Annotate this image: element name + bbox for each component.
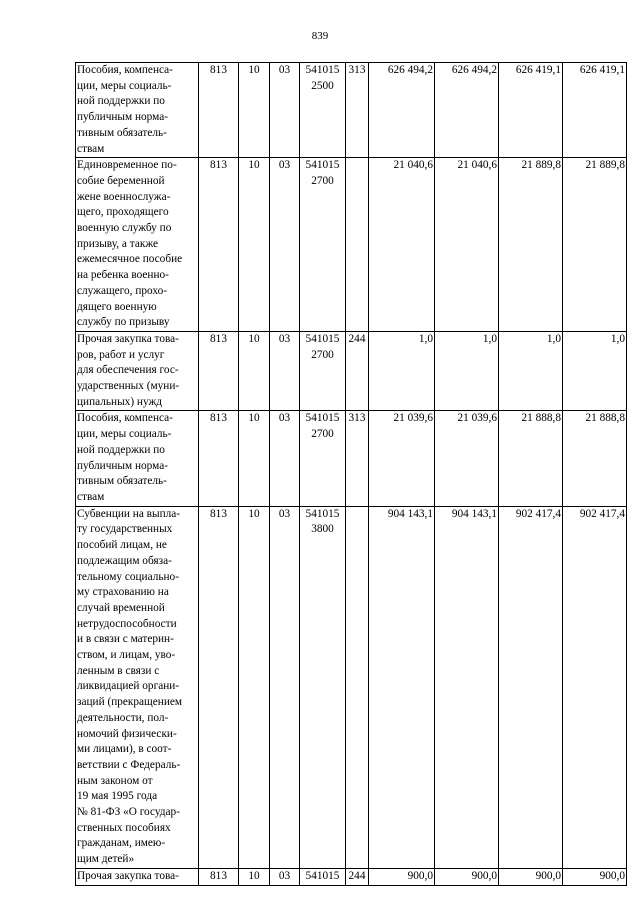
target-article-cell — [300, 158, 346, 332]
amount-cell: 21 039,6 — [435, 411, 499, 506]
amount-cell: 21 889,8 — [499, 158, 563, 332]
row-name-line: собие беременной — [77, 174, 165, 187]
subsection-cell: 03 — [270, 63, 300, 158]
expense-type-cell: 313 — [346, 411, 369, 506]
row-name-line: ствам — [77, 142, 105, 155]
row-name-line: Прочая закупка това- — [77, 869, 179, 882]
row-name-line: тельному социально- — [77, 570, 179, 583]
subsection-cell: 03 — [270, 158, 300, 332]
row-name-line: ции, меры социаль- — [77, 428, 172, 441]
amount-cell: 626 494,2 — [369, 63, 435, 158]
amount-cell: 1,0 — [435, 331, 499, 411]
row-name-line: ту государственных — [77, 523, 173, 536]
table-row — [76, 506, 627, 868]
amount-cell: 1,0 — [369, 331, 435, 411]
subsection-cell: 03 — [270, 411, 300, 506]
subsection-cell: 03 — [270, 331, 300, 411]
row-name-line: Прочая закупка това- — [77, 332, 179, 345]
amount-cell: 21 040,6 — [369, 158, 435, 332]
row-name-line: Субвенции на выпла- — [77, 507, 181, 520]
row-name-line: пособий лицам, не — [77, 539, 167, 552]
row-name-line: призыву, а также — [77, 237, 158, 250]
row-name-line: военную службу по — [77, 222, 172, 235]
row-name-line: Пособия, компенса- — [77, 412, 173, 425]
amount-cell: 21 889,8 — [563, 158, 627, 332]
row-name-cell — [76, 868, 199, 885]
row-name-line: ствам — [77, 490, 105, 503]
row-name-line: ударственных (муни- — [77, 380, 180, 393]
table-row — [76, 63, 627, 158]
section-cell: 10 — [239, 868, 270, 885]
target-article-part: 2700 — [311, 428, 334, 441]
amount-cell: 904 143,1 — [369, 506, 435, 868]
row-name-line: публичным норма- — [77, 111, 169, 124]
row-name-line: ции, меры социаль- — [77, 79, 172, 92]
row-name-line: ми лицами), в соот- — [77, 743, 172, 756]
target-article-cell — [300, 63, 346, 158]
target-article-cell — [300, 506, 346, 868]
amount-cell: 21 888,8 — [499, 411, 563, 506]
target-article-part: 541015 — [305, 64, 340, 76]
row-name-line: ной поддержки по — [77, 443, 165, 456]
row-name-line: тивным обязатель- — [77, 126, 167, 139]
section-cell: 10 — [239, 331, 270, 411]
row-name-cell — [76, 506, 199, 868]
amount-cell: 1,0 — [499, 331, 563, 411]
ministry-code-cell: 813 — [199, 63, 239, 158]
row-name-line: ров, работ и услуг — [77, 348, 165, 361]
row-name-line: дящего военную — [77, 300, 157, 313]
amount-cell: 900,0 — [563, 868, 627, 885]
expense-type-cell: 313 — [346, 63, 369, 158]
target-article-cell — [300, 868, 346, 885]
target-article-part: 541015 — [305, 412, 340, 425]
expense-type-cell — [346, 158, 369, 332]
target-article-part: 541015 — [305, 159, 340, 172]
row-name-line: ством, и лицам, уво- — [77, 649, 176, 662]
row-name-line: для обеспечения гос- — [77, 364, 179, 377]
amount-cell: 21 888,8 — [563, 411, 627, 506]
row-name-line: гражданам, имею- — [77, 837, 166, 850]
row-name-line: Единовременное по- — [77, 159, 177, 172]
row-name-line: ежемесячное пособие — [77, 253, 183, 266]
row-name-line: ветствии с Федераль- — [77, 758, 181, 771]
row-name-cell — [76, 158, 199, 332]
amount-cell: 902 417,4 — [499, 506, 563, 868]
table-row — [76, 868, 627, 885]
row-name-line: жене военнослужа- — [77, 190, 171, 203]
row-name-line: щего, проходящего — [77, 206, 169, 219]
section-cell: 10 — [239, 63, 270, 158]
subsection-cell: 03 — [270, 506, 300, 868]
row-name-line: службу по призыву — [77, 316, 170, 329]
row-name-line: случай временной — [77, 601, 165, 614]
target-article-part: 2700 — [311, 348, 334, 361]
row-name-line: деятельности, пол- — [77, 711, 169, 724]
ministry-code-cell: 813 — [199, 506, 239, 868]
row-name-line: тивным обязатель- — [77, 475, 167, 488]
row-name-cell — [76, 411, 199, 506]
amount-cell: 900,0 — [369, 868, 435, 885]
row-name-line: ственных пособиях — [77, 821, 171, 834]
amount-cell: 900,0 — [435, 868, 499, 885]
budget-table-body — [76, 63, 627, 886]
row-name-line: ципальных) нужд — [77, 395, 163, 408]
row-name-line: публичным норма- — [77, 459, 169, 472]
amount-cell: 900,0 — [499, 868, 563, 885]
section-cell: 10 — [239, 506, 270, 868]
ministry-code-cell: 813 — [199, 331, 239, 411]
target-article-part: 541015 — [305, 332, 340, 345]
table-row — [76, 158, 627, 332]
ministry-code-cell: 813 — [199, 158, 239, 332]
target-article-part: 3800 — [311, 523, 334, 536]
ministry-code-cell: 813 — [199, 411, 239, 506]
section-cell: 10 — [239, 158, 270, 332]
row-name-line: щим детей» — [77, 853, 135, 866]
row-name-line: 19 мая 1995 года — [77, 790, 158, 803]
row-name-line: № 81-ФЗ «О государ- — [77, 806, 180, 819]
row-name-line: му страхованию на — [77, 586, 169, 599]
amount-cell: 902 417,4 — [563, 506, 627, 868]
ministry-code-cell: 813 — [199, 868, 239, 885]
row-name-cell — [76, 331, 199, 411]
row-name-line: ной поддержки по — [77, 95, 165, 108]
budget-table — [75, 62, 627, 886]
target-article-part: 541015 — [305, 507, 340, 520]
table-row — [76, 331, 627, 411]
page-number: 839 — [311, 30, 329, 42]
table-row — [76, 411, 627, 506]
row-name-line: номочий физически- — [77, 727, 177, 740]
subsection-cell: 03 — [270, 868, 300, 885]
expense-type-cell: 244 — [346, 868, 369, 885]
row-name-line: ликвидацией органи- — [77, 680, 180, 693]
target-article-part: 541015 — [305, 869, 340, 882]
row-name-line: на ребенка военно- — [77, 269, 169, 282]
row-name-cell — [76, 63, 199, 158]
row-name-line: подлежащим обяза- — [77, 554, 172, 567]
amount-cell: 1,0 — [563, 331, 627, 411]
target-article-part: 2500 — [311, 79, 334, 92]
row-name-line: служащего, прохо- — [77, 284, 168, 297]
row-name-line: нетрудоспособности — [77, 617, 177, 630]
expense-type-cell: 244 — [346, 331, 369, 411]
row-name-line: и в связи с материн- — [77, 633, 174, 646]
row-name-line: ным законом от — [77, 774, 153, 787]
row-name-line: ленным в связи с — [77, 664, 160, 677]
row-name-line: заций (прекращением — [77, 696, 183, 709]
amount-cell: 21 040,6 — [435, 158, 499, 332]
amount-cell: 21 039,6 — [369, 411, 435, 506]
expense-type-cell — [346, 506, 369, 868]
amount-cell: 626 419,1 — [499, 63, 563, 158]
amount-cell: 626 419,1 — [563, 63, 627, 158]
target-article-cell — [300, 411, 346, 506]
section-cell: 10 — [239, 411, 270, 506]
amount-cell: 904 143,1 — [435, 506, 499, 868]
target-article-part: 2700 — [311, 174, 334, 187]
amount-cell: 626 494,2 — [435, 63, 499, 158]
row-name-line: Пособия, компенса- — [77, 64, 173, 76]
target-article-cell — [300, 331, 346, 411]
